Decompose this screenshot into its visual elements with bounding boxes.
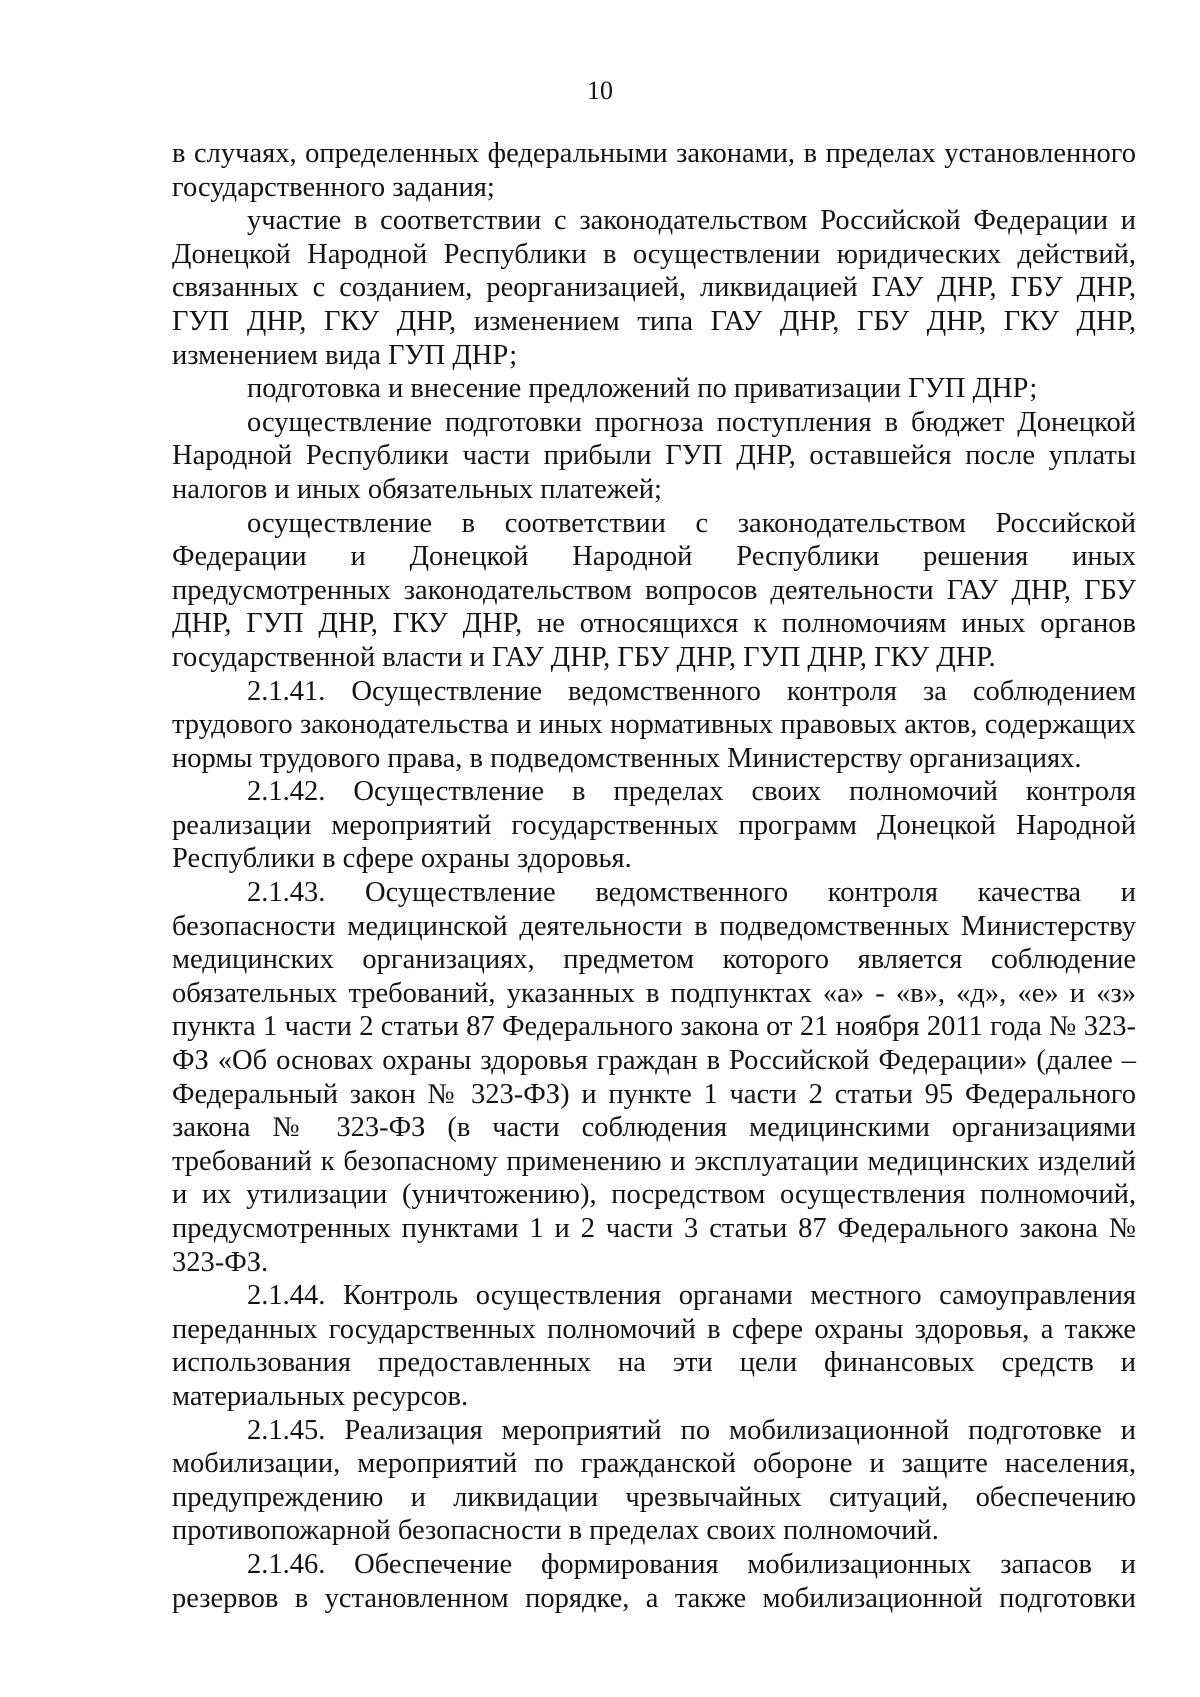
paragraph: подготовка и внесение предложений по приватизации ГУП ДНР; xyxy=(247,373,1038,405)
paragraph-2-1-42: 2.1.42. Осуществление в пределах своих полномочий контроля реализации мероприятий государственных программ Донецкой Народной Республики в сфере охраны здоровья. xyxy=(172,776,1136,875)
paragraph-2-1-44: 2.1.44. Контроль осуществления органами местного самоуправления переданных государственных полномочий в сфере охраны здоровья, а также использования предоставленных на эти цели финансовых средств и материальных ресурсов. xyxy=(172,1280,1136,1412)
paragraph-2-1-46: 2.1.46. Обеспечение формирования мобилизационных запасов и резервов в установленном порядке, а также мобилизационной подготовки xyxy=(172,1548,1136,1614)
paragraph: участие в соответствии с законодательством Российской Федерации и Донецкой Народной Республики в осуществлении юридических действий, связанных с созданием, реорганизацией, ликвидацией ГАУ ДНР, ГБУ ДНР, ГУП ДНР, ГКУ ДНР, изменением типа ГАУ ДНР, ГБУ ДНР, ГКУ ДНР, изменением вида ГУП ДНР; xyxy=(172,205,1136,371)
paragraph: осуществление подготовки прогноза поступления в бюджет Донецкой Народной Республики части прибыли ГУП ДНР, оставшейся после уплаты налогов и иных обязательных платежей; xyxy=(172,406,1136,505)
document-body xyxy=(172,137,1136,1615)
paragraph-2-1-45: 2.1.45. Реализация мероприятий по мобилизационной подготовке и мобилизации, мероприятий по гражданской обороне и защите населения, предупреждению и ликвидации чрезвычайных ситуаций, обеспечению противопожарной безопасности в пределах своих полномочий. xyxy=(172,1414,1136,1547)
paragraph: осуществление в соответствии с законодательством Российской Федерации и Донецкой Народной Республики решения иных предусмотренных законодательством вопросов деятельности ГАУ ДНР, ГБУ ДНР, ГУП ДНР, ГКУ ДНР, не относящихся к полномочиям иных органов государственной власти и ГАУ ДНР, ГБУ ДНР, ГУП ДНР, ГКУ ДНР. xyxy=(172,507,1136,673)
page-number: 10 xyxy=(587,76,613,105)
paragraph-2-1-41: 2.1.41. Осуществление ведомственного контроля за соблюдением трудового законодательства и иных нормативных правовых актов, содержащих нормы трудового права, в подведомственных Министерству организациях. xyxy=(172,675,1136,774)
paragraph: в случаях, определенных федеральными законами, в пределах установленного государственного задания; xyxy=(172,138,1136,203)
paragraph-2-1-43: 2.1.43. Осуществление ведомственного контроля качества и безопасности медицинской деятельности в подведомственных Министерству медицинских организациях, предметом которого является соблюдение обязательных требований, указанных в подпунктах «а» - «в», «д», «е» и «з» пункта 1 части 2 статьи 87 Федерального закона от 21 ноября 2011 года № 323-ФЗ «Об основах охраны здоровья граждан в Российской Федерации» (далее – Федеральный закон № 323-ФЗ) и пункте 1 части 2 статьи 95 Федерального закона № 323-ФЗ (в части соблюдения медицинскими организациями требований к безопасному применению и эксплуатации медицинских изделий и их утилизации (уничтожению), посредством осуществления полномочий, предусмотренных пунктами 1 и 2 части 3 статьи 87 Федерального закона № 323-ФЗ. xyxy=(172,877,1136,1278)
